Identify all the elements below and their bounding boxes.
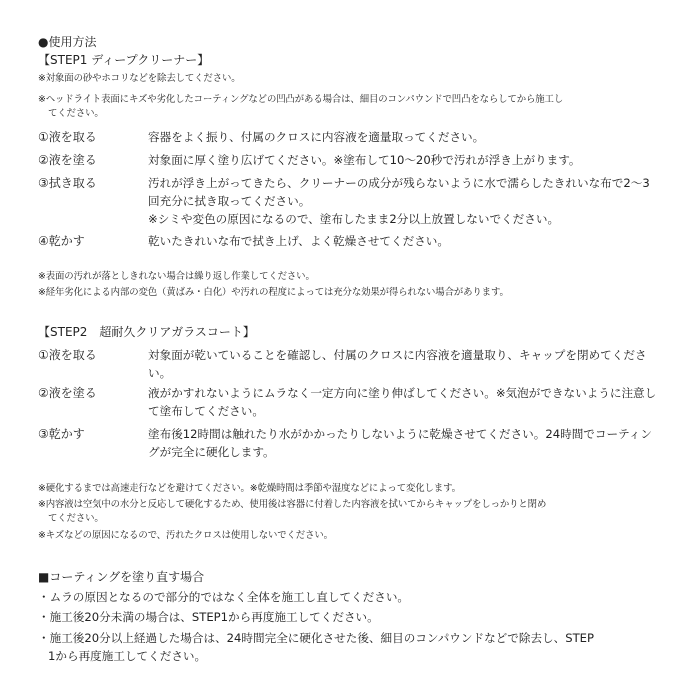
usage-heading: ●使用方法 <box>38 35 97 49</box>
step-text: 塗布後12時間は触れたり水がかかったりしないように乾燥させてください。24時間でコーティングが完全に硬化します。 <box>148 427 652 459</box>
recoat-item: ・施工後20分未満の場合は、STEP1から再度施工してください。 <box>38 610 379 624</box>
step2-note: ※硬化するまでは高速走行などを避けてください。※乾燥時間は季節や湿度などによって変化します。 <box>38 483 461 494</box>
step1-note: ※対象面の砂やホコリなどを除去してください。 <box>38 73 241 84</box>
step-label: ①液を取る <box>38 348 97 362</box>
recoat-item: ・施工後20分以上経過した場合は、24時間完全に硬化させた後、細目のコンパウンドなどで除去し、STEP <box>38 631 594 645</box>
step1-note: ※ヘッドライト表面にキズや劣化したコーティングなどの凹凸がある場合は、細目のコンパウンドで凹凸をならしてから施工し <box>38 94 564 105</box>
step2-note: ※内容液は空気中の水分と反応して硬化するため、使用後は容器に付着した内容液を拭いてからキャップをしっかりと閉め <box>38 499 547 510</box>
step-text: 対象面が乾いていることを確認し、付属のクロスに内容液を適量取り、キャップを閉めてください。 <box>148 348 647 380</box>
step1-note: ※表面の汚れが落としきれない場合は繰り返し作業してください。 <box>38 271 315 282</box>
step-label: ②液を塗る <box>38 153 97 167</box>
step-text: 汚れが浮き上がってきたら、クリーナーの成分が残らないように水で濡らしたきれいな布で2〜3回充分に拭き取ってください。 <box>148 176 650 208</box>
step-text: 容器をよく振り、付属のクロスに内容液を適量取ってください。 <box>148 130 485 144</box>
step-text: 対象面に厚く塗り広げてください。※塗布して10〜20秒で汚れが浮き上がります。 <box>148 153 581 167</box>
step-label: ③拭き取る <box>38 176 97 190</box>
step1-title: 【STEP1 ディープクリーナー】 <box>38 53 210 67</box>
step-caution: ※シミや変色の原因になるので、塗布したまま2分以上放置しないでください。 <box>148 212 560 226</box>
step-label: ②液を塗る <box>38 386 97 400</box>
step2-note: てください。 <box>48 513 104 524</box>
step-label: ④乾かす <box>38 234 85 248</box>
step1-note: ※経年劣化による内部の変色（黄ばみ・白化）や汚れの程度によっては充分な効果が得られない場合があります。 <box>38 287 509 298</box>
step-text: 乾いたきれいな布で拭き上げ、よく乾燥させてください。 <box>148 234 449 248</box>
step-label: ①液を取る <box>38 130 97 144</box>
recoat-item: 1から再度施工してください。 <box>48 649 207 663</box>
step-label: ③乾かす <box>38 427 85 441</box>
recoat-heading: ■コーティングを塗り直す場合 <box>38 570 205 584</box>
step-text: 液がかすれないようにムラなく一定方向に塗り伸ばしてください。※気泡ができないように注意して塗布してください。 <box>148 386 657 418</box>
step2-note: ※キズなどの原因になるので、汚れたクロスは使用しないでください。 <box>38 530 333 541</box>
step2-title: 【STEP2 超耐久クリアガラスコート】 <box>38 325 255 339</box>
recoat-item: ・ムラの原因となるので部分的ではなく全体を施工し直してください。 <box>38 590 410 604</box>
step1-note: てください。 <box>48 108 104 119</box>
